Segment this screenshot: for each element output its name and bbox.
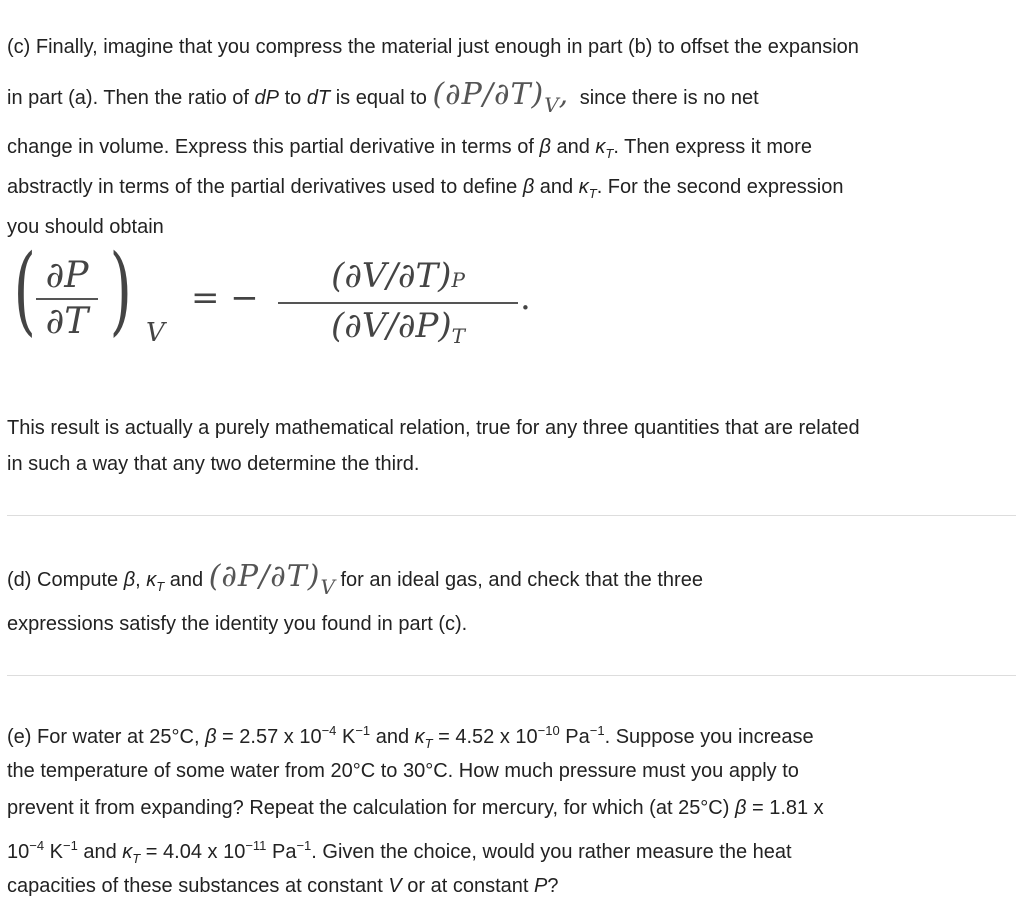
left-paren: ( (13, 234, 36, 346)
rhs-den-text: (∂V/∂P) (331, 306, 452, 346)
symbol-segment: κ (595, 136, 606, 158)
text-segment: expressions satisfy the identity you found in part (c). (7, 613, 468, 635)
rhs-num-sub: P (451, 268, 465, 292)
symbol-segment: −1 (589, 723, 605, 738)
text-line (7, 612, 467, 636)
text-segment: change in volume. Express this partial derivative in terms of (7, 136, 540, 158)
text-line (7, 874, 558, 898)
text-line (7, 759, 799, 783)
right-paren: ) (109, 234, 132, 346)
text-segment: K (44, 841, 63, 863)
rhs-den-sub: T (451, 324, 465, 348)
symbol-segment: dT (306, 87, 331, 109)
symbol-segment: κ (122, 841, 133, 863)
symbol-segment: −1 (62, 838, 78, 853)
text-segment: (d) Compute (7, 569, 124, 591)
lhs-subscript: V (146, 318, 165, 348)
text-line (7, 796, 824, 820)
symbol-segment: dP (254, 87, 280, 109)
symbol-segment: T (132, 851, 141, 866)
symbol-segment: κ (146, 569, 157, 591)
symbol-segment: β (522, 176, 535, 198)
text-line (7, 35, 859, 59)
text-segment: (c) Finally, imagine that you compress the material just enough in part (b) to offset the expansion (7, 36, 859, 58)
symbol-segment: β (205, 726, 217, 748)
text-segment: prevent it from expanding? Repeat the calculation for mercury, for which (at 25°C) (7, 797, 735, 819)
symbol-segment: κ (578, 176, 589, 198)
text-line (7, 416, 860, 440)
symbol-segment: −1 (296, 838, 312, 853)
rhs-num-text: (∂V/∂T) (331, 256, 452, 296)
symbol-segment: −4 (321, 723, 337, 738)
text-segment: ? (547, 875, 559, 897)
text-segment: and (550, 136, 596, 158)
text-segment: and (164, 569, 209, 591)
math-segment: (∂P/∂T) (432, 77, 545, 112)
text-segment: in part (a). Then the ratio of (7, 87, 255, 109)
text-segment: in such a way that any two determine the third. (7, 453, 420, 475)
symbol-segment: β (734, 797, 747, 819)
text-line (7, 175, 843, 206)
text-line (7, 834, 792, 871)
text-segment: abstractly in terms of the partial derivatives used to define (7, 176, 523, 198)
symbol-segment: −11 (245, 838, 267, 853)
symbol-segment: T (156, 579, 165, 594)
text-segment: for an ideal gas, and check that the three (334, 569, 703, 591)
rhs-fraction (278, 254, 518, 358)
symbol-segment: T (424, 736, 433, 751)
rhs-numerator (278, 254, 518, 302)
text-segment: . Then express it more (613, 136, 812, 158)
math-segment: V (544, 93, 559, 117)
divider (7, 515, 1016, 516)
text-segment: = 4.52 x 10 (432, 726, 538, 748)
text-segment: Pa (266, 841, 297, 863)
lhs-fraction (36, 254, 98, 344)
symbol-segment: κ (414, 726, 425, 748)
text-line (7, 719, 814, 756)
text-segment: is equal to (330, 87, 433, 109)
symbol-segment: −4 (29, 838, 45, 853)
lhs-numerator: ∂P (45, 255, 89, 296)
divider (7, 675, 1016, 676)
partial-derivative-identity-equation (6, 234, 566, 352)
text-segment: Pa (559, 726, 590, 748)
text-segment: = 4.04 x 10 (140, 841, 246, 863)
text-segment: . For the second expression (596, 176, 844, 198)
math-segment: V (320, 575, 335, 599)
text-segment: This result is actually a purely mathematical relation, true for any three quantities that are related (7, 417, 860, 439)
symbol-segment: T (605, 146, 614, 161)
text-segment: you should obtain (7, 216, 164, 238)
symbol-segment: β (123, 569, 136, 591)
math-segment: , (558, 77, 580, 112)
text-segment: . Given the choice, would you rather measure the heat (311, 841, 792, 863)
text-segment: to (279, 87, 307, 109)
period: . (520, 278, 531, 318)
text-segment: (e) For water at 25°C, (7, 726, 206, 748)
text-segment: and (534, 176, 579, 198)
math-segment: (∂P/∂T) (208, 559, 321, 594)
text-segment: . Suppose you increase (604, 726, 814, 748)
text-segment: 10 (7, 841, 30, 863)
text-segment: , (135, 569, 147, 591)
text-segment: capacities of these substances at constant (7, 875, 389, 897)
text-line (7, 452, 419, 476)
text-segment: K (336, 726, 356, 748)
text-segment: and (370, 726, 415, 748)
lhs-denominator: ∂T (45, 301, 89, 342)
text-segment: = 1.81 x (746, 797, 824, 819)
text-segment: or at constant (401, 875, 534, 897)
text-segment: the temperature of some water from 20°C to 30°C. How much pressure must you apply to (7, 760, 799, 782)
text-line (7, 135, 812, 166)
symbol-segment: V (388, 875, 402, 897)
rhs-denominator (278, 304, 518, 358)
equals-minus: = − (191, 278, 259, 318)
symbol-segment: T (588, 186, 597, 201)
symbol-segment: P (533, 875, 548, 897)
text-line (7, 559, 703, 599)
text-segment: and (77, 841, 123, 863)
text-line (7, 77, 759, 117)
symbol-segment: β (539, 136, 551, 158)
text-segment: since there is no net (579, 87, 759, 109)
symbol-segment: −10 (537, 723, 560, 738)
symbol-segment: −1 (355, 723, 371, 738)
text-segment: = 2.57 x 10 (216, 726, 322, 748)
